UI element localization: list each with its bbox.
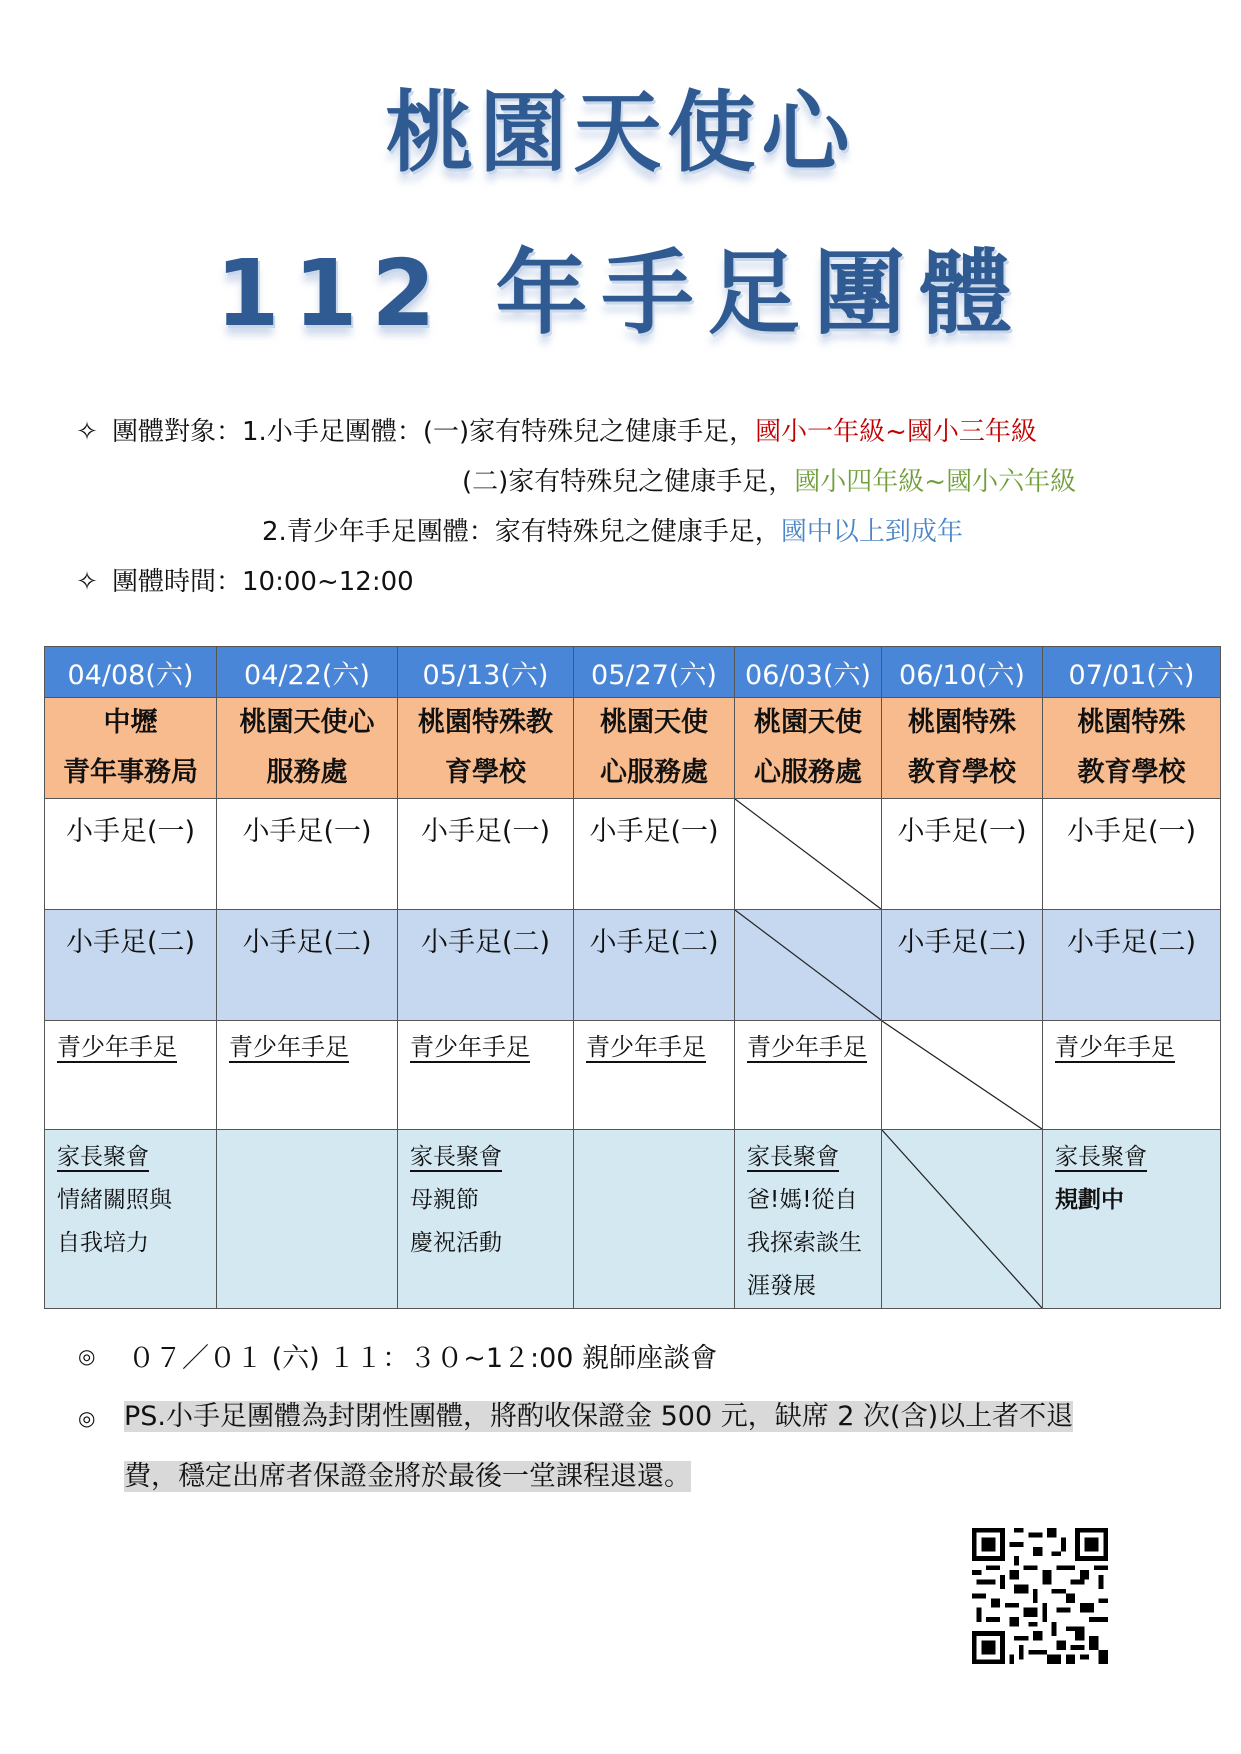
date-cell: 05/27(六): [574, 647, 735, 698]
empty-slash-cell: [735, 910, 882, 1021]
meeting-note: ０７／０１ (六) １１：３０~1２:00 親師座談會: [128, 1343, 718, 1374]
small-group1-row: [45, 799, 1221, 910]
target-line-1: [72, 414, 1037, 450]
date-cell: 06/03(六): [735, 647, 882, 698]
session-cell: 青少年手足: [398, 1021, 574, 1130]
empty-slash-cell: [735, 799, 882, 910]
small-group2-row: [45, 910, 1221, 1021]
location-row: [45, 698, 1221, 799]
session-cell: 小手足(一): [882, 799, 1043, 910]
session-cell: 小手足(二): [882, 910, 1043, 1021]
parent-cell: 家長聚會 母親節 慶祝活動: [398, 1130, 574, 1309]
target-item1-text: ：1.小手足團體：(一)家有特殊兒之健康手足，: [216, 417, 756, 447]
target-line-2: [462, 464, 1076, 500]
diamond-icon: ✧: [76, 417, 98, 447]
time-line: [72, 564, 414, 600]
session-cell: 青少年手足: [735, 1021, 882, 1130]
empty-cell: [217, 1130, 398, 1309]
schedule-table: [44, 646, 1221, 1309]
session-cell: 小手足(一): [398, 799, 574, 910]
session-cell: 青少年手足: [1043, 1021, 1221, 1130]
parent-cell: 家長聚會 規劃中: [1043, 1130, 1221, 1309]
qr-code-icon[interactable]: [972, 1528, 1108, 1664]
bullet-icon: ◎: [78, 1344, 96, 1368]
date-cell: 07/01(六): [1043, 647, 1221, 698]
location-cell: 桃園天使心 服務處: [217, 698, 398, 799]
session-cell: 青少年手足: [574, 1021, 735, 1130]
time-label: 團體時間: [112, 567, 217, 597]
time-value: ：10:00~12:00: [216, 567, 414, 597]
empty-slash-cell: [882, 1021, 1043, 1130]
session-cell: 小手足(二): [574, 910, 735, 1021]
session-cell: 小手足(二): [1043, 910, 1221, 1021]
location-cell: 桃園特殊 教育學校: [882, 698, 1043, 799]
date-cell: 04/22(六): [217, 647, 398, 698]
session-cell: 青少年手足: [217, 1021, 398, 1130]
parent-cell: 家長聚會 情緒關照與 自我培力: [45, 1130, 217, 1309]
session-cell: 小手足(二): [217, 910, 398, 1021]
location-cell: 桃園天使 心服務處: [735, 698, 882, 799]
session-cell: 小手足(一): [45, 799, 217, 910]
ps-note-line1: PS.小手足團體為封閉性團體，將酌收保證金 500 元，缺席 2 次(含)以上者不退: [124, 1401, 1074, 1432]
page-title-line1: 桃園天使心: [385, 81, 856, 184]
date-header-row: [45, 647, 1221, 698]
teen-group-row: [45, 1021, 1221, 1130]
date-cell: 04/08(六): [45, 647, 217, 698]
date-cell: 05/13(六): [398, 647, 574, 698]
target-item1b-range: 國小四年級~國小六年級: [794, 467, 1077, 497]
session-cell: 小手足(二): [398, 910, 574, 1021]
session-cell: 小手足(一): [1043, 799, 1221, 910]
session-cell: 小手足(一): [217, 799, 398, 910]
empty-cell: [574, 1130, 735, 1309]
parent-cell: 家長聚會 爸!媽!從自 我探索談生 涯發展: [735, 1130, 882, 1309]
ps-note-line2: 費，穩定出席者保證金將於最後一堂課程退還。: [124, 1461, 691, 1492]
bullet-icon: ◎: [78, 1406, 96, 1430]
diamond-icon: ✧: [76, 567, 98, 597]
empty-slash-cell: [882, 1130, 1043, 1309]
session-cell: 小手足(二): [45, 910, 217, 1021]
date-cell: 06/10(六): [882, 647, 1043, 698]
target-label: 團體對象: [112, 417, 217, 447]
target-item1b-text: (二)家有特殊兒之健康手足，: [462, 467, 795, 497]
location-cell: 桃園特殊 教育學校: [1043, 698, 1221, 799]
session-cell: 青少年手足: [45, 1021, 217, 1130]
page-title-line2: 112 年手足團體: [215, 240, 1026, 347]
target-item1-range: 國小一年級~國小三年級: [755, 417, 1037, 447]
session-cell: 小手足(一): [574, 799, 735, 910]
parent-meeting-row: [45, 1130, 1221, 1309]
location-cell: 中壢 青年事務局: [45, 698, 217, 799]
target-item2-range: 國中以上到成年: [780, 517, 963, 547]
target-item2-text: 2.青少年手足團體：家有特殊兒之健康手足，: [262, 517, 781, 547]
location-cell: 桃園特殊教 育學校: [398, 698, 574, 799]
target-line-3: [262, 514, 963, 550]
location-cell: 桃園天使 心服務處: [574, 698, 735, 799]
